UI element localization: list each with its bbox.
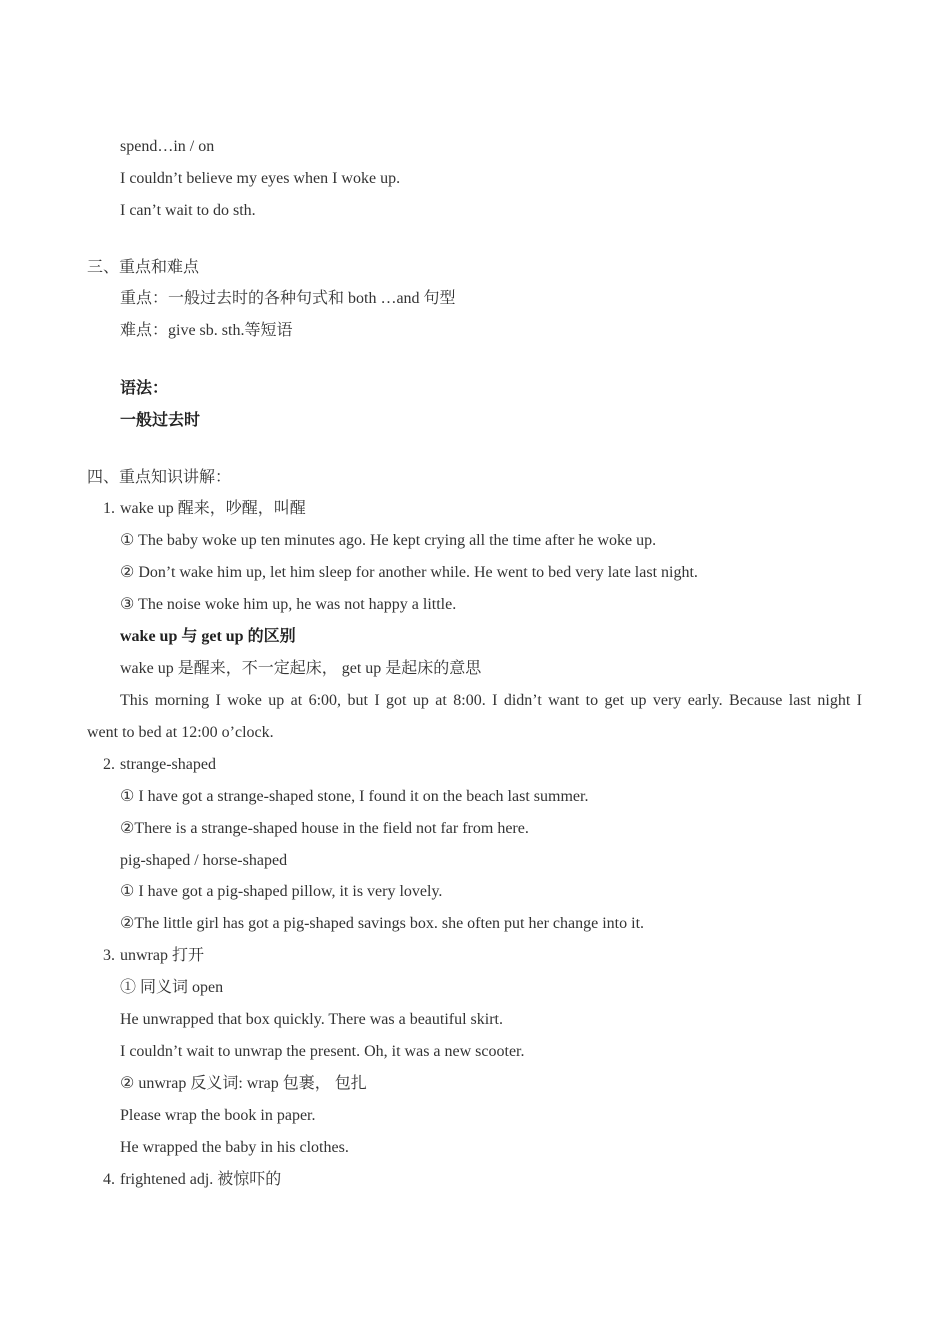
item3-antonym-example-1: Please wrap the book in paper. bbox=[120, 1107, 316, 1124]
key-point: 重点：一般过去时的各种句式和 both …and 句型 bbox=[120, 290, 456, 307]
item1-compare-title: wake up 与 get up 的区别 bbox=[120, 628, 296, 645]
item3-number: 3. bbox=[103, 947, 115, 964]
item2-example-1: ① I have got a strange-shaped stone, I found it on the beach last summer. bbox=[120, 788, 589, 805]
item2-title: strange-shaped bbox=[120, 756, 216, 773]
item3-antonym: ② unwrap 反义词: wrap 包裹， 包扎 bbox=[120, 1075, 367, 1092]
item1-example-3: ③ The noise woke him up, he was not happy a little. bbox=[120, 596, 457, 613]
item1-paragraph-line1: This morning I woke up at 6:00, but I got up at 8:00. I didn’t want to get up very early. Because last night I bbox=[120, 692, 862, 709]
item3-antonym-example-2: He wrapped the baby in his clothes. bbox=[120, 1139, 349, 1156]
item2-related-example-2: ②The little girl has got a pig-shaped savings box. she often put her change into it. bbox=[120, 915, 645, 932]
grammar-label: 语法： bbox=[120, 380, 169, 397]
phrase-spend: spend…in / on bbox=[120, 138, 215, 155]
item4-title: frightened adj. 被惊吓的 bbox=[120, 1171, 282, 1188]
item3-synonym-example-1: He unwrapped that box quickly. There was a beautiful skirt. bbox=[120, 1011, 503, 1028]
section3-heading: 三、重点和难点 bbox=[87, 259, 200, 276]
phrase-believe-eyes: I couldn’t believe my eyes when I woke up. bbox=[120, 170, 401, 187]
item1-number: 1. bbox=[103, 500, 115, 517]
phrase-cant-wait: I can’t wait to do sth. bbox=[120, 202, 256, 219]
item3-synonym-example-2: I couldn’t wait to unwrap the present. Oh, it was a new scooter. bbox=[120, 1043, 525, 1060]
item2-related-example-1: ① I have got a pig-shaped pillow, it is very lovely. bbox=[120, 883, 443, 900]
grammar-topic: 一般过去时 bbox=[120, 412, 201, 429]
item1-compare-text: wake up 是醒来，不一定起床， get up 是起床的意思 bbox=[120, 660, 482, 677]
item3-title: unwrap 打开 bbox=[120, 947, 204, 964]
item2-example-2: ②There is a strange-shaped house in the field not far from here. bbox=[120, 820, 529, 837]
item2-related: pig-shaped / horse-shaped bbox=[120, 852, 288, 869]
item1-example-1: ① The baby woke up ten minutes ago. He kept crying all the time after he woke up. bbox=[120, 532, 657, 549]
item4-number: 4. bbox=[103, 1171, 115, 1188]
item1-paragraph-line2: went to bed at 12:00 o’clock. bbox=[87, 724, 274, 741]
item1-title: wake up 醒来，吵醒，叫醒 bbox=[120, 500, 306, 517]
item1-example-2: ② Don’t wake him up, let him sleep for another while. He went to bed very late last night. bbox=[120, 564, 698, 581]
item3-synonym: ① 同义词 open bbox=[120, 979, 224, 996]
difficult-point: 难点：give sb. sth.等短语 bbox=[120, 322, 293, 339]
item2-number: 2. bbox=[103, 756, 115, 773]
section4-heading: 四、重点知识讲解： bbox=[87, 469, 232, 486]
